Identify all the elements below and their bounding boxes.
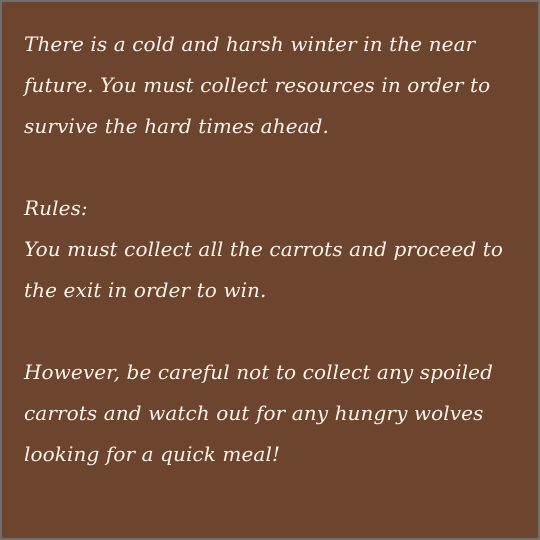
spacer	[24, 311, 516, 352]
instructions-panel	[2, 2, 538, 538]
rules-heading: Rules:	[24, 196, 88, 220]
warning-text: However, be careful not to collect any spoiled carrots and watch out for any hungry wolves looking for a quick meal!	[24, 360, 494, 466]
rules-text: You must collect all the carrots and proceed to the exit in order to win.	[24, 237, 504, 302]
spacer	[24, 147, 516, 188]
intro-text: There is a cold and harsh winter in the near future. You must collect resources in order to survive the hard times ahead.	[24, 32, 491, 138]
